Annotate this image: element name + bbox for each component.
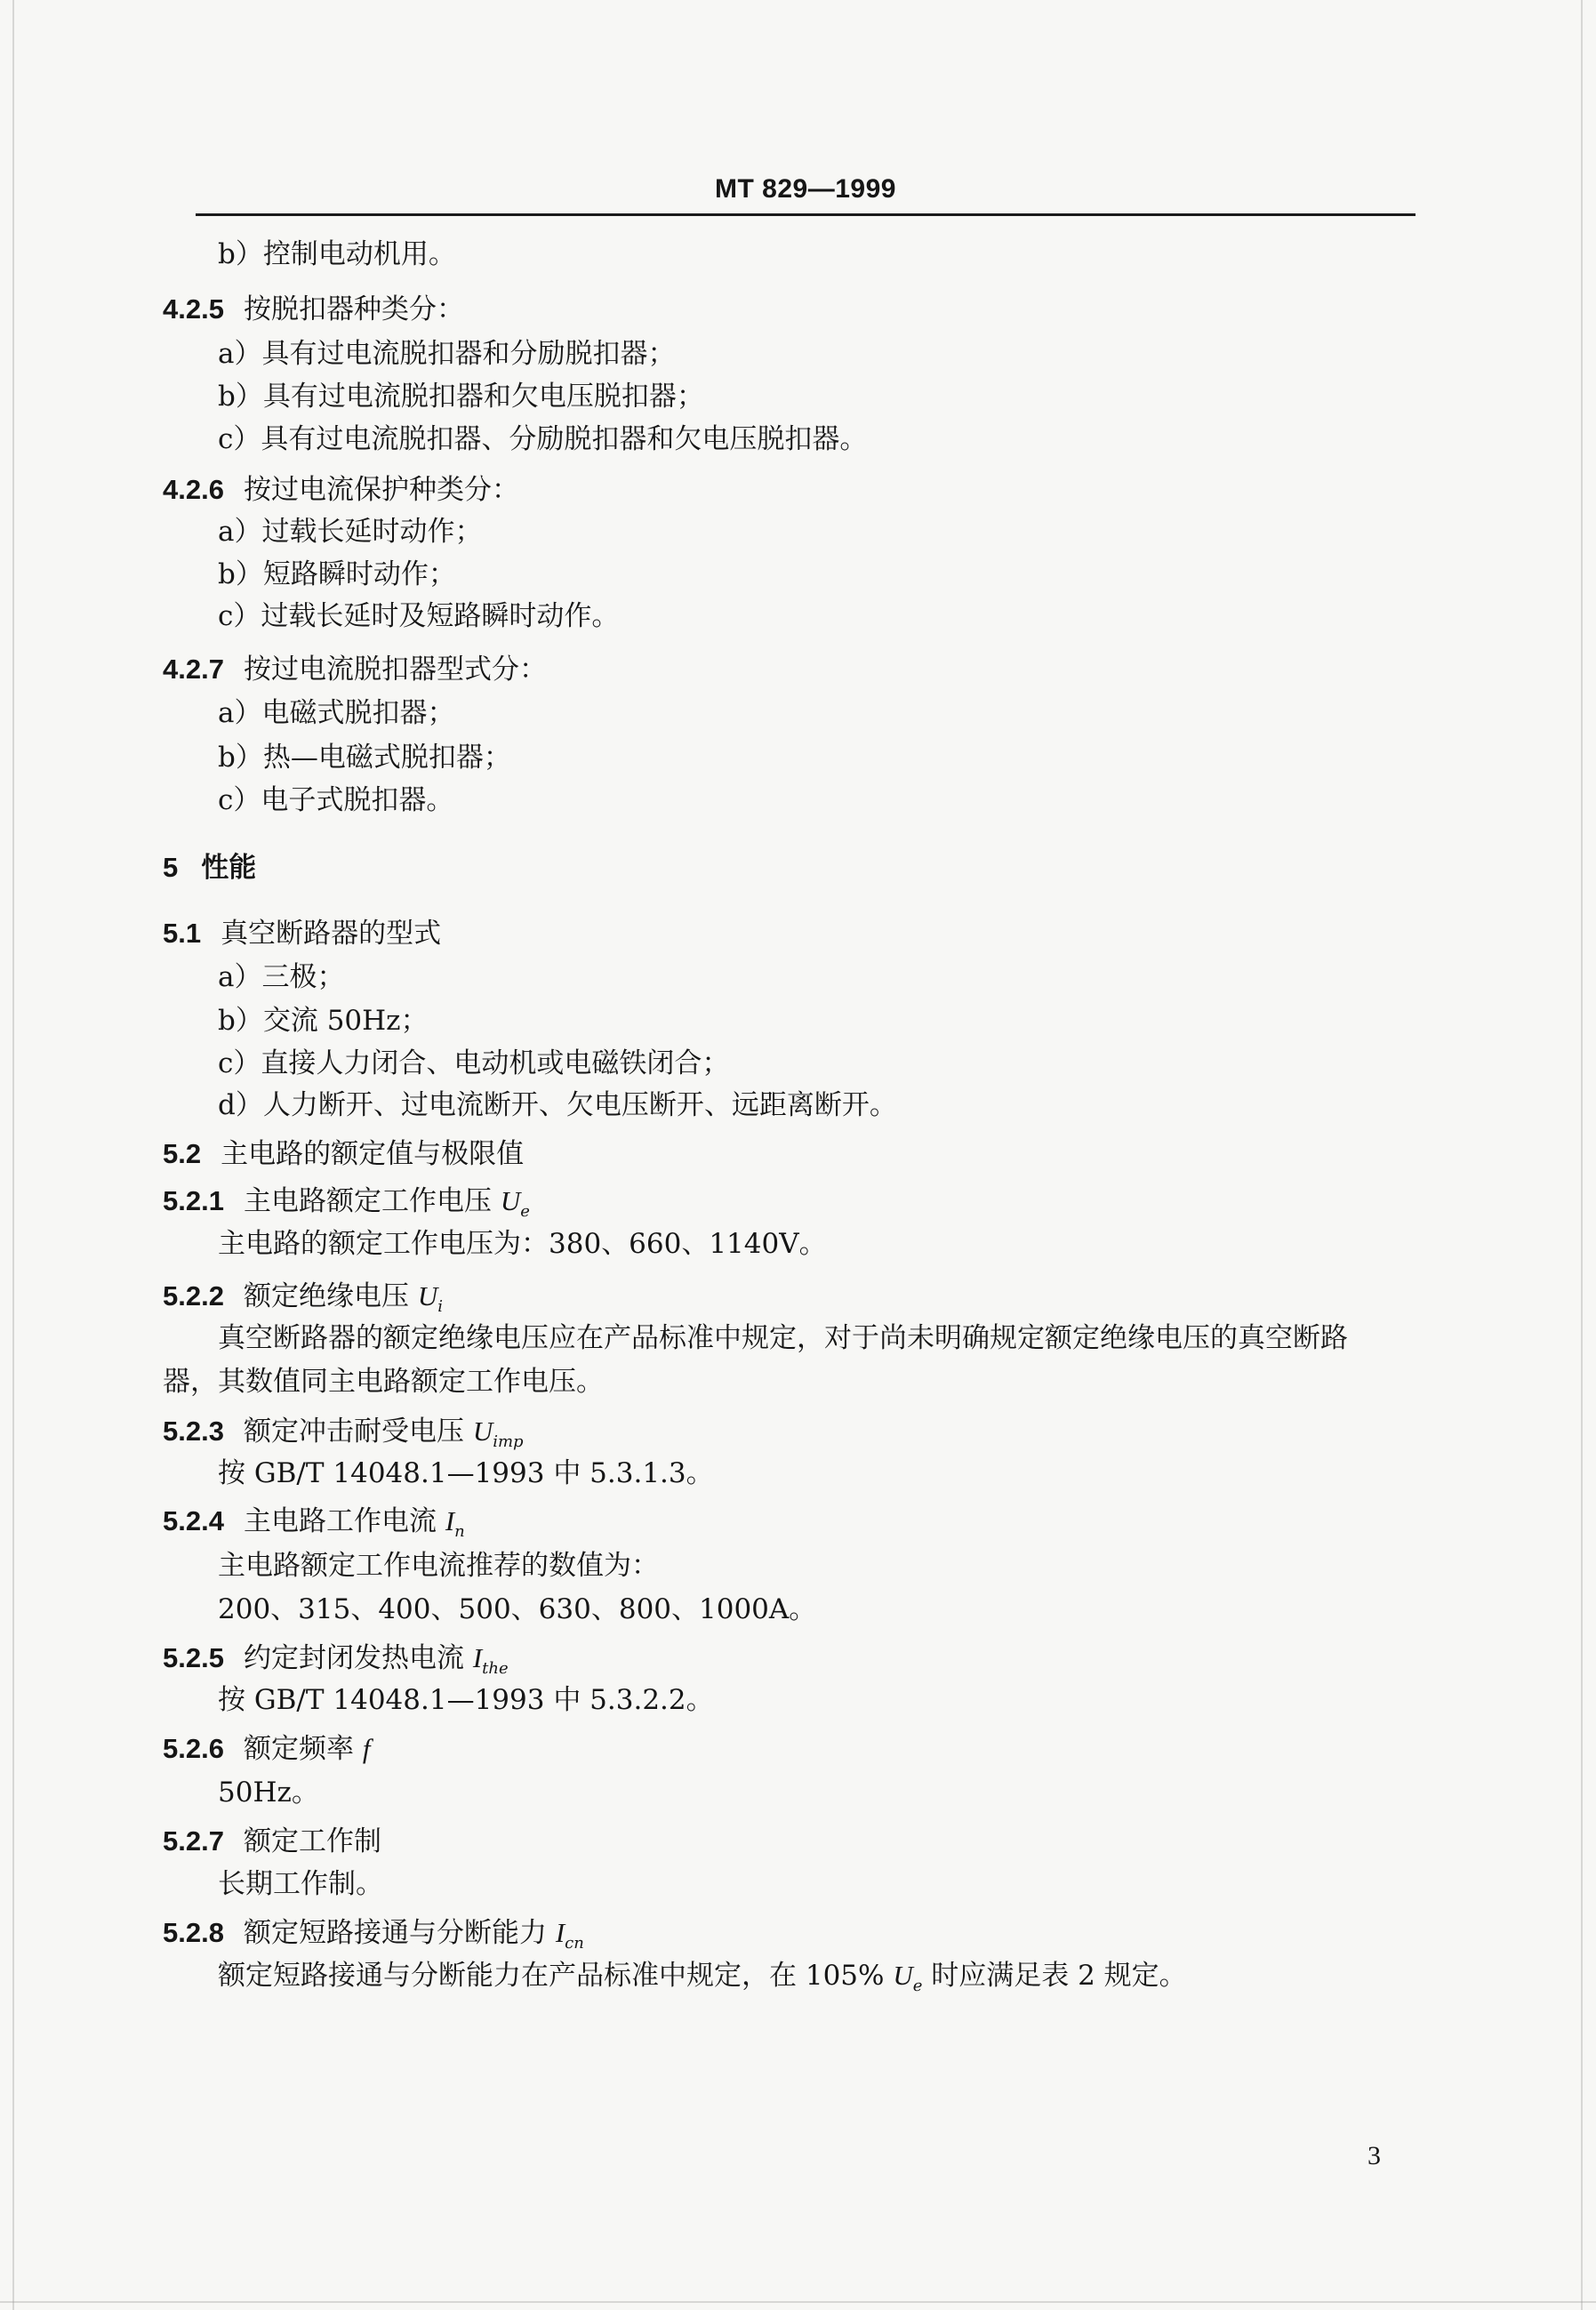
list-item: c）具有过电流脱扣器、分励脱扣器和欠电压脱扣器。 [218, 423, 868, 455]
list-item: a）具有过电流脱扣器和分励脱扣器； [218, 338, 676, 370]
section-title: 约定封闭发热电流 [243, 1642, 473, 1674]
section-title: 按过电流脱扣器型式分： [243, 654, 547, 686]
section-title: 额定冲击耐受电压 [243, 1416, 473, 1448]
symbol: U [417, 1280, 438, 1311]
list-item: c）过载长延时及短路瞬时动作。 [218, 600, 620, 632]
paragraph: 主电路额定工作电流推荐的数值为： [218, 1550, 659, 1582]
section-title: 额定频率 [243, 1733, 363, 1765]
paragraph: 长期工作制。 [218, 1868, 383, 1900]
section-title: 真空断路器的型式 [221, 918, 442, 950]
section-heading-4-2-7 [163, 654, 547, 686]
symbol-subscript: the [482, 1659, 509, 1679]
section-title: 主电路工作电流 [243, 1505, 445, 1537]
section-number: 5.1 [163, 918, 202, 949]
list-item: c）直接人力闭合、电动机或电磁铁闭合； [218, 1047, 730, 1079]
symbol-subscript: e [912, 1977, 923, 1996]
section-title: 额定短路接通与分断能力 [243, 1917, 556, 1949]
section-title: 额定绝缘电压 [243, 1280, 418, 1312]
list-item: b）短路瞬时动作； [218, 558, 456, 590]
paragraph [218, 1960, 1187, 2002]
page-number: 3 [1367, 2141, 1381, 2170]
section-heading-5-2-8 [163, 1917, 584, 1960]
standard-code-header: MT 829—1999 [715, 174, 896, 204]
section-number: 5.2.3 [163, 1416, 224, 1447]
section-number: 5 [163, 852, 179, 883]
section-heading-5-2-1 [163, 1185, 530, 1228]
section-title: 主电路的额定值与极限值 [221, 1138, 525, 1170]
section-number: 5.2.2 [163, 1280, 224, 1311]
section-number: 5.2.5 [163, 1642, 224, 1673]
section-heading-5-2-3 [163, 1416, 524, 1458]
symbol-subscript: e [520, 1202, 530, 1222]
section-title: 按脱扣器种类分： [243, 293, 464, 325]
section-heading-5-2-4 [163, 1505, 465, 1548]
section-heading-5-2-5 [163, 1642, 509, 1685]
symbol: f [362, 1733, 371, 1764]
section-heading-4-2-5 [163, 293, 464, 325]
section-heading-5-2-6 [163, 1733, 370, 1765]
symbol: I [555, 1917, 565, 1948]
section-number: 5.2 [163, 1138, 202, 1169]
section-heading-5 [163, 852, 256, 884]
section-number: 4.2.6 [163, 474, 224, 505]
section-heading-5-2 [163, 1138, 524, 1170]
symbol: U [893, 1960, 913, 1991]
section-number: 5.2.7 [163, 1825, 224, 1857]
section-title: 主电路额定工作电压 [243, 1185, 501, 1217]
section-number: 5.2.1 [163, 1185, 224, 1216]
section-title: 额定工作制 [243, 1825, 381, 1857]
paragraph: 主电路的额定工作电压为：380、660、1140V。 [218, 1228, 827, 1260]
scan-border-right [1581, 0, 1583, 2310]
section-number: 5.2.8 [163, 1917, 224, 1948]
list-item: b）热—电磁式脱扣器； [218, 742, 511, 774]
section-heading-4-2-6 [163, 474, 519, 506]
section-number: 4.2.5 [163, 293, 224, 325]
section-title: 性能 [201, 852, 257, 884]
list-item: c）电子式脱扣器。 [218, 784, 454, 816]
list-item: a）三极； [218, 961, 345, 993]
paragraph: 真空断路器的额定绝缘电压应在产品标准中规定，对于尚未明确规定额定绝缘电压的真空断路 [218, 1322, 1348, 1354]
symbol: U [500, 1185, 521, 1216]
symbol-subscript: imp [493, 1432, 524, 1452]
paragraph-text: 额定短路接通与分断能力在产品标准中规定，在 105% [218, 1960, 894, 1992]
list-item: b）具有过电流脱扣器和欠电压脱扣器； [218, 381, 704, 413]
section-number: 5.2.6 [163, 1733, 224, 1764]
paragraph: 按 GB/T 14048.1—1993 中 5.3.1.3。 [218, 1457, 714, 1489]
list-item: a）电磁式脱扣器； [218, 697, 455, 729]
section-number: 5.2.4 [163, 1505, 224, 1536]
section-title: 按过电流保护种类分： [243, 474, 519, 506]
list-item: b）交流 50Hz； [218, 1005, 429, 1037]
symbol-subscript: n [454, 1522, 465, 1542]
scan-border-left [12, 0, 14, 2310]
symbol-subscript: i [437, 1297, 443, 1317]
list-item: b）控制电动机用。 [218, 238, 456, 270]
list-item: a）过载长延时动作； [218, 516, 483, 548]
paragraph: 50Hz。 [218, 1777, 319, 1809]
section-heading-5-1 [163, 918, 441, 950]
paragraph-text: 时应满足表 2 规定。 [922, 1960, 1187, 1992]
paragraph-continuation: 器，其数值同主电路额定工作电压。 [163, 1366, 604, 1398]
symbol: U [472, 1416, 493, 1447]
section-heading-5-2-2 [163, 1280, 443, 1323]
header-rule [196, 213, 1416, 216]
symbol: I [445, 1505, 455, 1536]
scan-border-bottom [0, 2301, 1596, 2303]
section-number: 4.2.7 [163, 654, 224, 685]
paragraph: 按 GB/T 14048.1—1993 中 5.3.2.2。 [218, 1684, 714, 1716]
paragraph: 200、315、400、500、630、800、1000A。 [218, 1593, 817, 1625]
list-item: d）人力断开、过电流断开、欠电压断开、远距离断开。 [218, 1089, 897, 1121]
symbol-subscript: cn [565, 1934, 584, 1953]
symbol: I [472, 1642, 483, 1673]
section-heading-5-2-7 [163, 1825, 381, 1857]
